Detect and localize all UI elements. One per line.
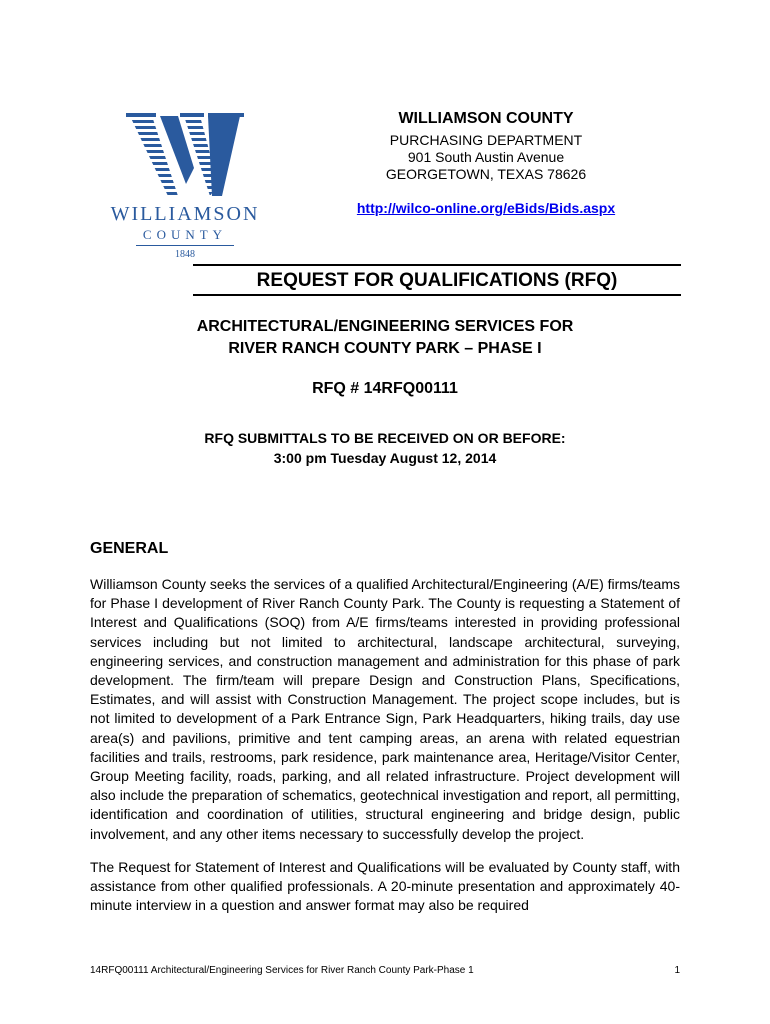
logo-county-text: COUNTY [142, 227, 228, 242]
general-paragraph-2: The Request for Statement of Interest and Qualifications will be evaluated by County staff, with assistance from other qualified professionals. A 20-minute presentation and approximately 40-minute interview in a question and answer format may also be required [90, 859, 680, 914]
street-address: 901 South Austin Avenue [407, 149, 565, 165]
document-title: REQUEST FOR QUALIFICATIONS (RFQ) [256, 270, 618, 291]
w-logo-icon [100, 108, 270, 203]
submittal-deadline-date: 3:00 pm Tuesday August 12, 2014 [273, 450, 497, 466]
logo-year: 1848 [175, 249, 195, 260]
title-rule-top [193, 264, 681, 266]
department-name: PURCHASING DEPARTMENT [389, 132, 583, 148]
organization-name: WILLIAMSON COUNTY [398, 110, 574, 127]
page-number: 1 [674, 965, 680, 976]
logo-divider [136, 245, 234, 246]
general-paragraph-1: Williamson County seeks the services of a qualified Architectural/Engineering (A/E) firms/teams for Phase I development of River Ranch County Park. The County is requesting a Statement of Interest and Qualifications (SOQ) from A/E firms/teams interested in providing professional services including but not limited to architectural, landscape architectural, surveying, engineering services, and construction management and administration for this phase of park development. The firm/team will prepare Design and Construction Plans, Specifications, Estimates, and will assist with Construction Management. The project scope includes, but is not limited to development of a Park Entrance Sign, Park Headquarters, hiking trails, day use area(s) and pavilions, primitive and tent camping areas, an arena with related equestrian facilities and trails, restrooms, park residence, park maintenance area, Heritage/Visitor Center, Group Meeting facility, roads, parking, and all related infrastructure. Project development will also include the preparation of schematics, geotechnical investigation and report, all permitting, identification and coordination of utilities, structural engineering and bridge design, public involvement, and any other items necessary to successfully develop the project. [90, 576, 680, 842]
title-rule-bottom [193, 294, 681, 296]
city-state-zip: GEORGETOWN, TEXAS 78626 [385, 166, 587, 182]
logo-wordmark: WILLIAMSON [110, 203, 260, 225]
bids-website-link[interactable]: http://wilco-online.org/eBids/Bids.aspx [356, 200, 616, 216]
williamson-county-logo [100, 108, 270, 263]
project-title-line2: RIVER RANCH COUNTY PARK – PHASE I [228, 340, 542, 357]
rfq-number: RFQ # 14RFQ00111 [312, 380, 458, 397]
project-title-line1: ARCHITECTURAL/ENGINEERING SERVICES FOR [196, 318, 574, 335]
footer-document-title: 14RFQ00111 Architectural/Engineering Services for River Ranch County Park-Phase 1 [90, 965, 474, 976]
section-heading-general: GENERAL [90, 540, 169, 557]
submittal-deadline-label: RFQ SUBMITTALS TO BE RECEIVED ON OR BEFORE: [204, 430, 566, 446]
